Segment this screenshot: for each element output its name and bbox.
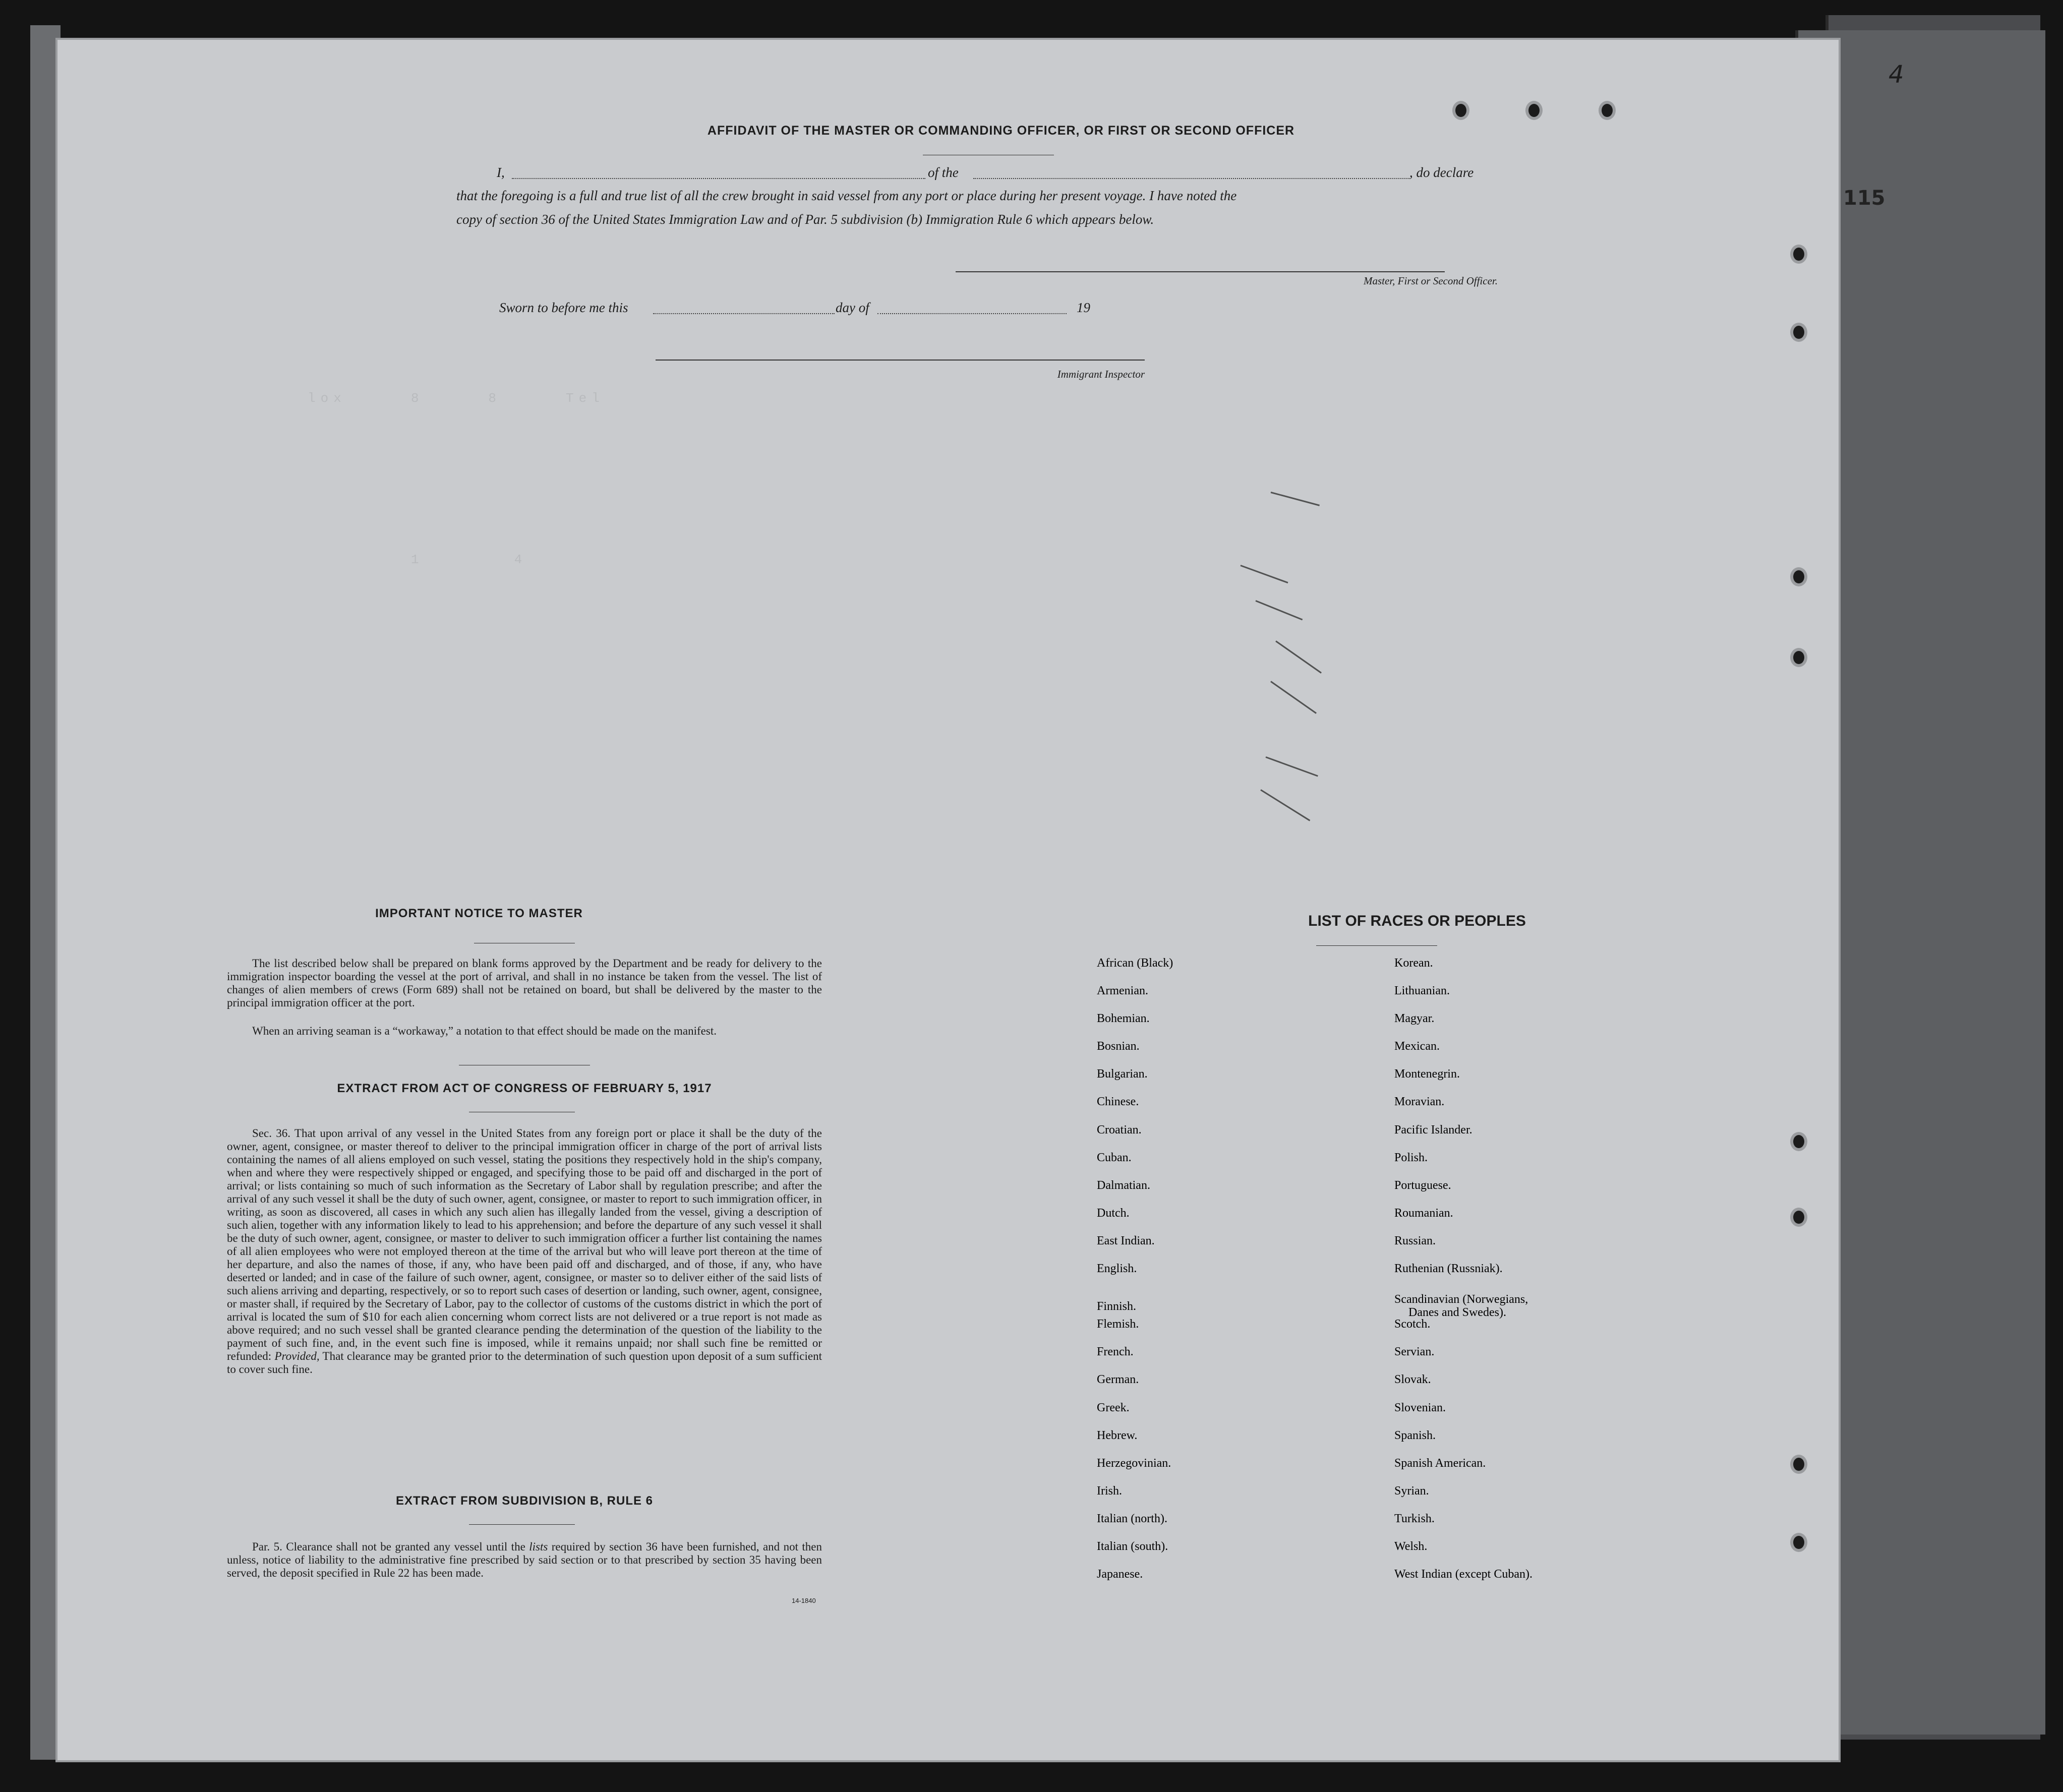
race-item: West Indian (except Cuban). (1394, 1568, 1532, 1581)
affidavit-line-3: copy of section 36 of the United States Immigration Law and of Par. 5 subdivision (b) Immigration Rule 6 which appears below. (456, 212, 1154, 227)
race-item: Scotch. (1394, 1318, 1431, 1331)
race-item: French. (1097, 1345, 1134, 1359)
manifest-back-page (55, 38, 1841, 1762)
punch-hole (1790, 1208, 1807, 1227)
race-item: Servian. (1394, 1345, 1435, 1359)
margin-number-top: 4 (1889, 61, 1904, 89)
extract-act-title: EXTRACT FROM ACT OF CONGRESS OF FEBRUARY 5, 1917 (337, 1082, 712, 1095)
section-36-text-end: That clearance may be granted prior to the determination of such question upon deposit of a sum sufficient to cover such fine. (227, 1350, 822, 1376)
race-item: Bohemian. (1097, 1012, 1150, 1026)
race-item-scandinavian (1394, 1289, 1532, 1320)
races-list-left (1097, 955, 1173, 1594)
tally-mark (1240, 565, 1288, 583)
races-title: LIST OF RACES OR PEOPLES (1308, 913, 1526, 929)
notice-paragraph-2: When an arriving seaman is a “workaway,” a notation to that effect should be made on the manifest. (252, 1025, 717, 1037)
race-item: Bosnian. (1097, 1040, 1140, 1053)
bleed-through-text: lox 8 8 Tel (308, 391, 605, 406)
race-item: Ruthenian (Russniak). (1394, 1262, 1503, 1276)
race-item: Roumanian. (1394, 1206, 1453, 1220)
name-blank (512, 178, 925, 179)
margin-number-right: 115 (1843, 187, 1885, 210)
tally-mark (1255, 600, 1303, 620)
race-item: Italian (north). (1097, 1512, 1167, 1525)
race-item: Korean. (1394, 957, 1433, 970)
race-item: Lithuanian. (1394, 984, 1450, 998)
punch-hole (1525, 101, 1543, 120)
declare-suffix: , do declare (1409, 165, 1474, 180)
rule-text-a: Par. 5. Clearance shall not be granted any vessel until the (252, 1540, 525, 1553)
races-rule (1316, 945, 1437, 946)
race-item-continued: Danes and Swedes). (1408, 1306, 1506, 1320)
race-item: English. (1097, 1262, 1137, 1276)
race-item: Magyar. (1394, 1012, 1435, 1026)
race-item: East Indian. (1097, 1234, 1155, 1247)
race-item: Flemish. (1097, 1318, 1139, 1331)
punch-hole (1790, 323, 1807, 342)
extract-rule-text (227, 1540, 822, 1580)
tally-mark (1275, 640, 1322, 674)
punch-hole (1790, 1533, 1807, 1552)
race-item: Irish. (1097, 1484, 1122, 1498)
race-item: Finnish. (1097, 1300, 1137, 1313)
rule-rule (469, 1524, 575, 1525)
affidavit-title: AFFIDAVIT OF THE MASTER OR COMMANDING OFFICER, OR FIRST OR SECOND OFFICER (707, 124, 1295, 138)
sworn-day: day of (836, 300, 869, 315)
race-item: Croatian. (1097, 1123, 1142, 1137)
race-item: Russian. (1394, 1234, 1436, 1247)
extract-act-text (227, 1127, 822, 1376)
race-item: Spanish. (1394, 1428, 1436, 1442)
race-item: Welsh. (1394, 1539, 1428, 1553)
form-code: 14-1840 (792, 1597, 816, 1604)
race-item: Japanese. (1097, 1568, 1143, 1581)
signature-label: Master, First or Second Officer. (1364, 275, 1498, 287)
race-item: Greek. (1097, 1401, 1130, 1414)
race-item: Dalmatian. (1097, 1178, 1150, 1192)
sworn-text: Sworn to before me this (499, 300, 628, 315)
race-item: Slovenian. (1394, 1401, 1446, 1414)
rule-text-b: required by section 36 have been furnished, and not then unless, notice of liability to the administrative fine prescribed by said section or to that prescribed by section 35 having been served, the deposit specified in Rule 22 has been made. (227, 1540, 822, 1579)
notice-title: IMPORTANT NOTICE TO MASTER (375, 907, 583, 920)
race-item: Armenian. (1097, 984, 1148, 998)
bleed-through-text: 1 4 (308, 552, 527, 567)
affidavit-line-2: that the foregoing is a full and true list of all the crew brought in said vessel from any port or place during her present voyage. I have noted the (456, 188, 1237, 203)
race-item: Dutch. (1097, 1206, 1130, 1220)
tally-mark (1260, 789, 1310, 821)
punch-hole (1790, 1132, 1807, 1151)
extract-rule-title: EXTRACT FROM SUBDIVISION B, RULE 6 (395, 1494, 654, 1508)
race-item: Italian (south). (1097, 1539, 1168, 1553)
provided-word: Provided, (274, 1350, 320, 1362)
sworn-day-blank (653, 313, 835, 314)
tally-mark (1271, 492, 1320, 506)
punch-hole (1790, 1455, 1807, 1474)
punch-hole (1599, 101, 1616, 120)
race-item: Chinese. (1097, 1095, 1139, 1109)
race-item: Turkish. (1394, 1512, 1435, 1525)
sworn-year: 19 (1077, 300, 1090, 315)
race-item: Hebrew. (1097, 1428, 1138, 1442)
race-item: Syrian. (1394, 1484, 1429, 1498)
tally-mark (1265, 756, 1318, 776)
race-item: Slovak. (1394, 1373, 1431, 1387)
declare-of: of the (928, 165, 959, 180)
section-36-text: Sec. 36. That upon arrival of any vessel in the United States from any foreign port or place it shall be the duty of the owner, agent, consignee, or master thereof to deliver to the principal immigration officer in charge of the port of arrival lists containing the names of all aliens employed on such vessel, stating the positions they respectively hold in the ship's company, when and where they were respectively shipped or engaged, and specifying those to be paid off and discharged in the port of arrival; or lists containing so much of such information as the Secretary of Labor shall by regulation prescribe; and after the arrival of any such vessel it shall be the duty of such owner, agent, consignee, or master to report to such immigration officer, in writing, as soon as discovered, all cases in which any such alien has illegally landed from the vessel, giving a description of such alien, together with any information likely to lead to his apprehension; and before the departure of any such vessel it shall be the duty of such owner, agent, consignee, or master to deliver to such immigration officer a further list containing the names of all alien employees who were not employed thereon at the time of the arrival but who will leave port thereon at the time of her departure, and also the names of those, if any, who have been paid off and discharged, and of those, if any, who have deserted or landed; and in case of the failure of such owner, agent, consignee, or master so to deliver either of the said lists of such aliens arriving and departing, respectively, or so to report such cases of desertion or landing, such owner, agent, consignee, or master shall, if required by the Secretary of Labor, pay to the collector of customs of the customs district in which the port of arrival is located the sum of $10 for each alien concerning whom correct lists are not delivered or a true report is not made as above required; and no such vessel shall be granted clearance pending the determination of the question of the liability to the payment of such fine, and, in the event such fine is imposed, while it remains unpaid; nor shall such fine be remitted or refunded: (227, 1127, 822, 1362)
declare-i: I, (497, 165, 505, 180)
race-item: Montenegrin. (1394, 1067, 1460, 1081)
inspector-label: Immigrant Inspector (1057, 368, 1145, 380)
race-item: Moravian. (1394, 1095, 1445, 1109)
race-item: Mexican. (1394, 1040, 1440, 1053)
race-item: Portuguese. (1394, 1178, 1451, 1192)
sworn-month-blank (877, 313, 1067, 314)
inspector-line (656, 360, 1145, 361)
race-item: Polish. (1394, 1151, 1428, 1164)
race-item: Cuban. (1097, 1151, 1132, 1164)
punch-hole (1790, 567, 1807, 586)
race-item: Bulgarian. (1097, 1067, 1148, 1081)
punch-hole (1790, 245, 1807, 264)
signature-line (956, 271, 1445, 272)
punch-hole (1452, 101, 1469, 120)
tally-mark (1270, 681, 1317, 714)
lists-word: lists (529, 1540, 548, 1553)
race-item: African (Black) (1097, 957, 1173, 970)
race-item: Spanish American. (1394, 1456, 1486, 1470)
punch-hole (1790, 648, 1807, 667)
race-item: Scandinavian (Norwegians, (1394, 1293, 1528, 1306)
races-list-right (1394, 955, 1532, 1594)
vessel-blank (973, 178, 1409, 179)
race-item: Pacific Islander. (1394, 1123, 1472, 1137)
race-item: German. (1097, 1373, 1139, 1387)
race-item: Herzegovinian. (1097, 1456, 1171, 1470)
notice-paragraph-1: The list described below shall be prepared on blank forms approved by the Department and be ready for delivery to the immigration inspector boarding the vessel at the port of arrival, and shall in no instance be taken from the vessel. The list of changes of alien members of crews (Form 689) shall not be retained on board, but shall be delivered by the master to the principal immigration officer at the port. (227, 957, 822, 1009)
